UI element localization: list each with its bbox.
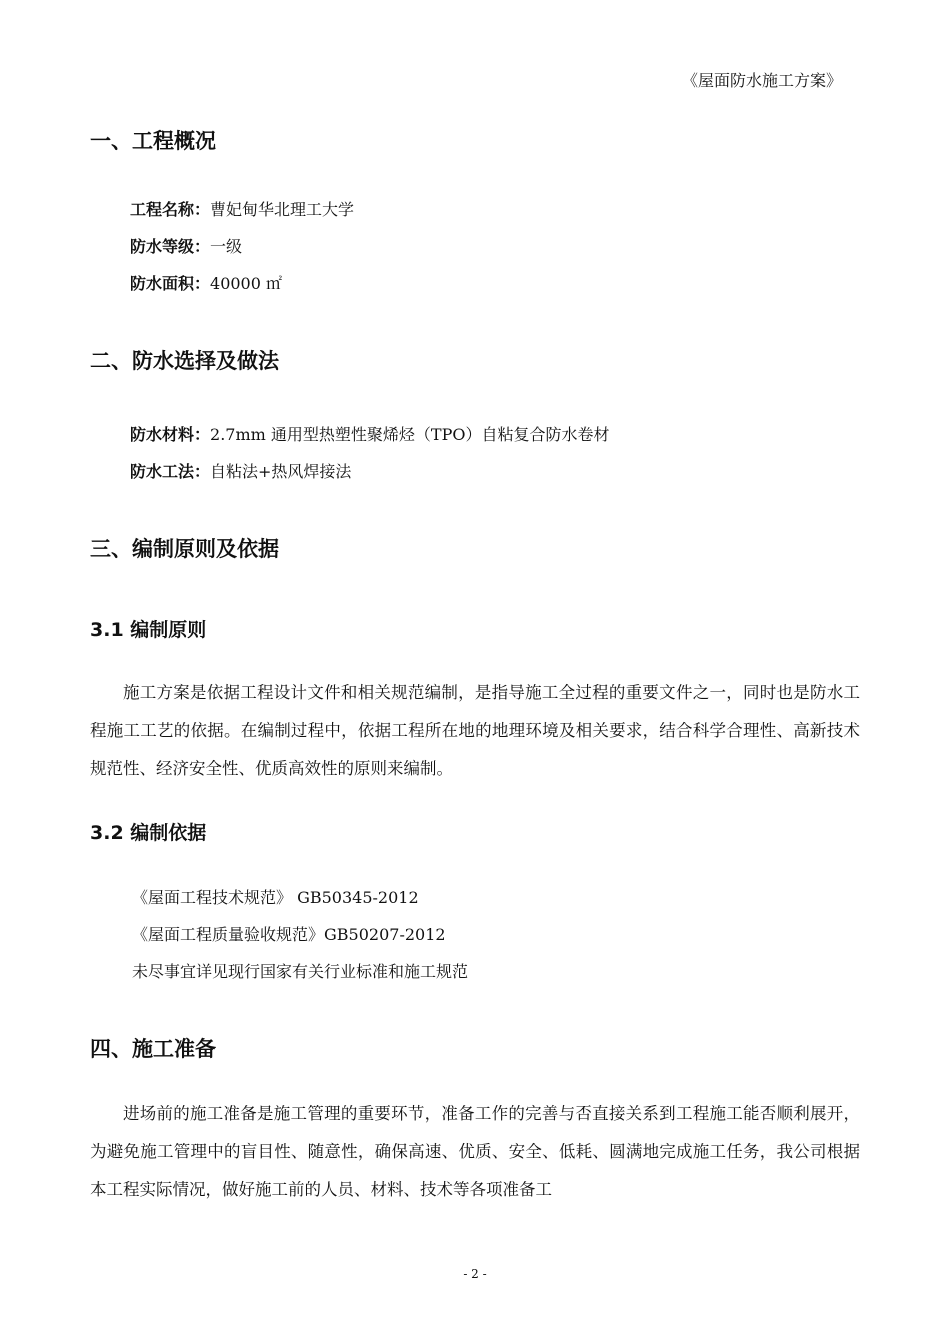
subsection-heading-principles: 3.1 编制原则 — [90, 619, 207, 641]
principles-paragraph: 施工方案是依据工程设计文件和相关规范编制，是指导施工全过程的重要文件之一，同时也是防水工程施工工艺的依据。在编制过程中，依据工程所在地的地理环境及相关要求，结合科学合理性、高新技术规范性、经济安全性、优质高效性的原则来编制。 — [90, 683, 860, 778]
field-waterproof-grade — [130, 235, 242, 259]
field-label: 防水材料： — [130, 425, 211, 444]
field-label: 防水等级： — [130, 237, 211, 256]
reference-item: 《屋面工程质量验收规范》GB50207-2012 — [132, 925, 446, 944]
page-number: - 2 - — [463, 1267, 487, 1281]
field-value: 2.7mm 通用型热塑性聚烯烃（TPO）自粘复合防水卷材 — [210, 425, 610, 444]
section-heading-overview: 一、工程概况 — [90, 129, 216, 153]
section-heading-preparation: 四、施工准备 — [90, 1037, 216, 1061]
subsection-heading-basis: 3.2 编制依据 — [90, 822, 207, 844]
section-heading-principles: 三、编制原则及依据 — [90, 537, 279, 561]
field-waterproof-area — [130, 272, 282, 296]
field-waterproof-technique — [130, 460, 351, 484]
field-value: 自粘法+热风焊接法 — [210, 462, 352, 481]
reference-item: 《屋面工程技术规范》 GB50345-2012 — [132, 888, 419, 907]
field-value: 曹妃甸华北理工大学 — [210, 200, 355, 219]
field-label: 工程名称： — [130, 200, 211, 219]
reference-item: 未尽事宜详见现行国家有关行业标准和施工规范 — [132, 962, 469, 981]
header-title: 《屋面防水施工方案》 — [681, 71, 842, 90]
field-waterproof-material — [130, 423, 609, 447]
preparation-paragraph: 进场前的施工准备是施工管理的重要环节，准备工作的完善与否直接关系到工程施工能否顺利展开，为避免施工管理中的盲目性、随意性，确保高速、优质、安全、低耗、圆满地完成施工任务，我公司根据本工程实际情况，做好施工前的人员、材料、技术等各项准备工 — [90, 1104, 860, 1199]
field-label: 防水面积： — [130, 274, 211, 293]
field-value: 一级 — [210, 237, 243, 256]
field-label: 防水工法： — [130, 462, 211, 481]
field-project-name — [130, 198, 354, 222]
section-heading-waterproof-method: 二、防水选择及做法 — [90, 349, 279, 373]
field-value: 40000 ㎡ — [210, 274, 283, 293]
